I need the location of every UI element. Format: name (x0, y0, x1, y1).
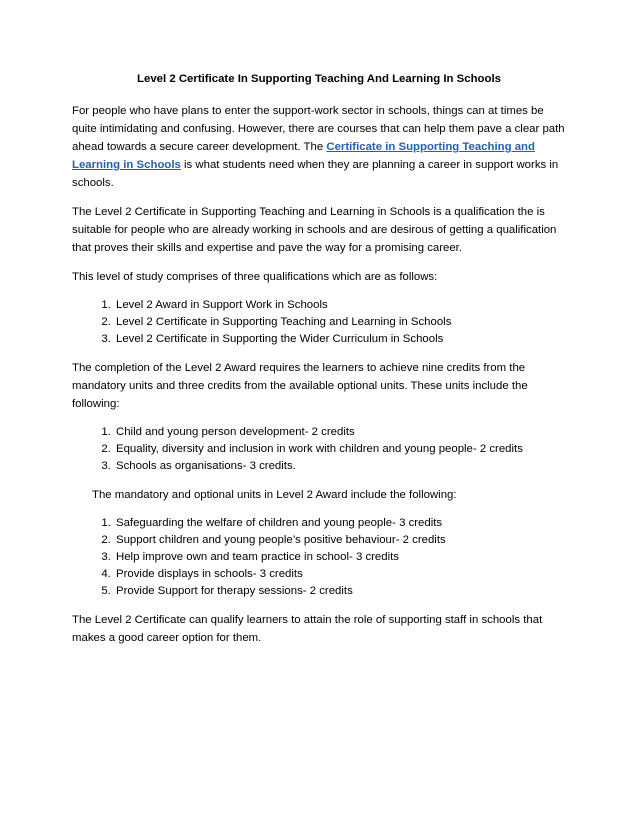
optional-units-intro: The mandatory and optional units in Level 2 Award include the following: (92, 489, 457, 501)
list-item: 1. Safeguarding the welfare of children and young people- 3 credits (114, 515, 566, 532)
intro-text-before: For people who have plans to enter the support-work sector in schools, things can at times be quite intimidating and confusing. However, there are courses that can help them pave a clear path ahead towards a secure career development. The (72, 105, 565, 153)
intro-paragraph (72, 102, 566, 192)
list-item: 2. Support children and young people’s positive behaviour- 2 credits (114, 532, 566, 549)
units-list (72, 424, 566, 475)
closing-paragraph: The Level 2 Certificate can qualify learners to attain the role of supporting staff in schools that makes a good career option for them. (72, 614, 543, 644)
description-paragraph: The Level 2 Certificate in Supporting Teaching and Learning in Schools is a qualification the is suitable for people who are already working in schools and are desirous of getting a qualification that proves their skills and expertise and pave the way for a promising career. (72, 206, 557, 254)
qualifications-list (72, 297, 566, 348)
document-page (72, 70, 566, 658)
list-item: 1. Level 2 Award in Support Work in Schools (114, 297, 566, 314)
list-item: 2. Level 2 Certificate in Supporting Teaching and Learning in Schools (114, 314, 566, 331)
list-item: 1. Child and young person development- 2 credits (114, 424, 566, 441)
optional-units-list (72, 515, 566, 600)
list-item: 3. Level 2 Certificate in Supporting the Wider Curriculum in Schools (114, 331, 566, 348)
document-title: Level 2 Certificate In Supporting Teaching And Learning In Schools (137, 73, 501, 85)
intro-text-after: is what students need when they are planning a career in support works in schools. (72, 159, 559, 189)
list-item: 5. Provide Support for therapy sessions- 2 credits (114, 583, 566, 600)
list-item: 2. Equality, diversity and inclusion in work with children and young people- 2 credits (114, 441, 566, 458)
certificate-link[interactable]: Certificate in Supporting Teaching and Learning in Schools (72, 141, 535, 171)
list-item: 3. Schools as organisations- 3 credits. (114, 458, 566, 475)
award-requirements-paragraph: The completion of the Level 2 Award requires the learners to achieve nine credits from the mandatory units and three credits from the available optional units. These units include the following: (72, 362, 528, 410)
qualifications-intro: This level of study comprises of three qualifications which are as follows: (72, 271, 438, 283)
list-item: 3. Help improve own and team practice in school- 3 credits (114, 549, 566, 566)
list-item: 4. Provide displays in schools- 3 credits (114, 566, 566, 583)
